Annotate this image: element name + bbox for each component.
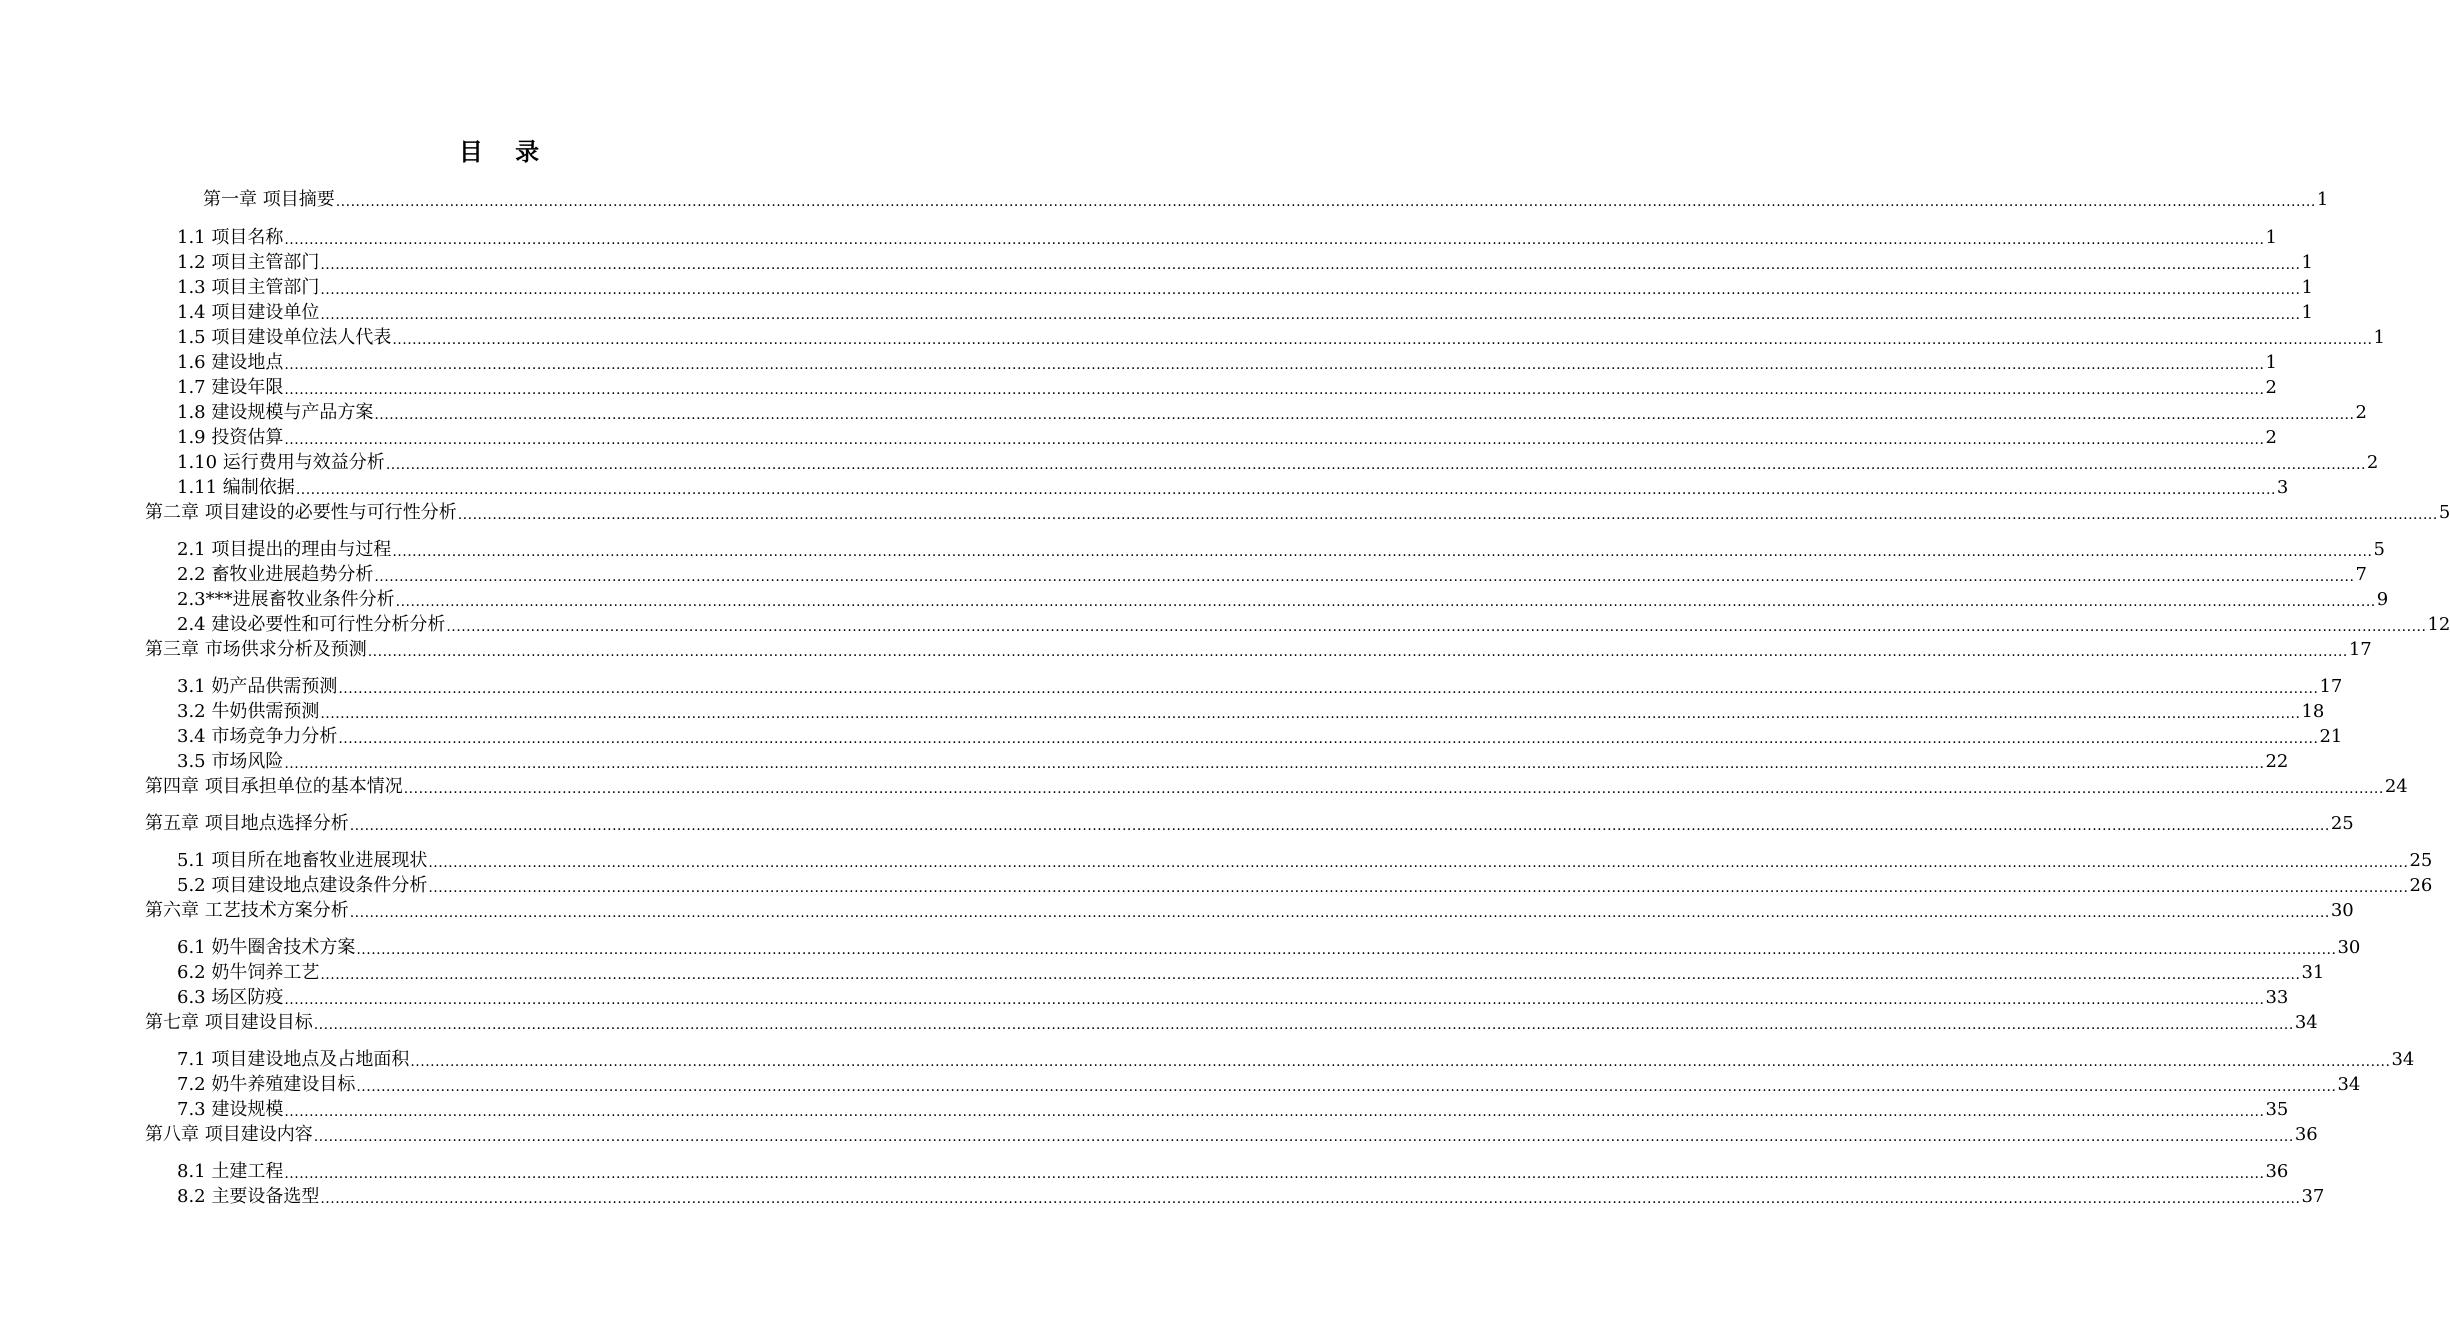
dot-leader: ................................................................................................................................................................................................................................................................................................................................................................................................................ — [284, 992, 2265, 1008]
toc-chapter[interactable] — [145, 775, 2408, 799]
toc-section[interactable] — [177, 251, 2313, 275]
toc-chapter[interactable] — [145, 638, 2372, 662]
toc-section[interactable] — [177, 675, 2343, 699]
toc-entry-page: 1 — [2301, 252, 2313, 273]
toc-entry-title: 2.1 项目提出的理由与过程 — [177, 539, 392, 560]
toc-entry-page: 30 — [2330, 900, 2354, 921]
dot-leader: ................................................................................................................................................................................................................................................................................................................................................................................................................ — [374, 407, 2355, 423]
dot-leader: ................................................................................................................................................................................................................................................................................................................................................................................................................ — [295, 482, 2276, 498]
dot-leader: ................................................................................................................................................................................................................................................................................................................................................................................................................ — [320, 1191, 2301, 1207]
dot-leader: ................................................................................................................................................................................................................................................................................................................................................................................................................ — [349, 905, 2330, 921]
dot-leader: ................................................................................................................................................................................................................................................................................................................................................................................................................ — [320, 967, 2301, 983]
dot-leader: ................................................................................................................................................................................................................................................................................................................................................................................................................ — [335, 194, 2316, 210]
toc-entry-title: 3.4 市场竞争力分析 — [177, 726, 338, 747]
toc-section[interactable] — [177, 226, 2277, 250]
toc-entry-title: 5.2 项目建设地点建设条件分析 — [177, 875, 428, 896]
toc-entry-title: 2.4 建设必要性和可行性分析分析 — [177, 614, 446, 635]
toc-entry-page: 24 — [2384, 776, 2408, 797]
toc-entry-page: 37 — [2301, 1186, 2325, 1207]
toc-entry-title: 8.1 土建工程 — [177, 1161, 284, 1182]
toc-entry-title: 3.1 奶产品供需预测 — [177, 676, 338, 697]
dot-leader: ................................................................................................................................................................................................................................................................................................................................................................................................................ — [374, 569, 2355, 585]
toc-entry-page: 3 — [2276, 477, 2289, 498]
toc-entry-title: 1.7 建设年限 — [177, 377, 284, 398]
toc-entry-title: 6.3 场区防疫 — [177, 987, 284, 1008]
toc-entry-title: 1.11 编制依据 — [177, 477, 295, 498]
toc-entry-page: 25 — [2409, 850, 2433, 871]
toc-section[interactable] — [177, 700, 2325, 724]
dot-leader: ................................................................................................................................................................................................................................................................................................................................................................................................................ — [410, 1054, 2391, 1070]
toc-entry-page: 5 — [2438, 502, 2450, 523]
toc-entry-page: 31 — [2301, 962, 2325, 983]
toc-entry-title: 3.2 牛奶供需预测 — [177, 701, 320, 722]
dot-leader: ................................................................................................................................................................................................................................................................................................................................................................................................................ — [428, 880, 2409, 896]
dot-leader: ................................................................................................................................................................................................................................................................................................................................................................................................................ — [338, 731, 2319, 747]
toc-entry-title: 1.10 运行费用与效益分析 — [177, 452, 385, 473]
page-title: 目 录 — [458, 137, 552, 166]
dot-leader: ................................................................................................................................................................................................................................................................................................................................................................................................................ — [313, 1017, 2294, 1033]
toc-section[interactable] — [177, 613, 2450, 637]
toc-entry-title: 第一章 项目摘要 — [203, 189, 335, 210]
toc-entry-title: 1.1 项目名称 — [177, 227, 284, 248]
toc-entry-page: 34 — [2294, 1012, 2318, 1033]
toc-entry-page: 2 — [2355, 402, 2367, 423]
toc-entry-page: 1 — [2265, 352, 2277, 373]
toc-entry-page: 34 — [2391, 1049, 2415, 1070]
toc-section[interactable] — [177, 538, 2385, 562]
toc-entry-title: 6.1 奶牛圈舍技术方案 — [177, 937, 356, 958]
toc-entry-title: 1.3 项目主管部门 — [177, 277, 320, 298]
dot-leader: ................................................................................................................................................................................................................................................................................................................................................................................................................ — [395, 594, 2376, 610]
dot-leader: ................................................................................................................................................................................................................................................................................................................................................................................................................ — [284, 1166, 2265, 1182]
toc-entry-title: 1.4 项目建设单位 — [177, 302, 320, 323]
toc-entry-page: 7 — [2355, 564, 2367, 585]
dot-leader: ................................................................................................................................................................................................................................................................................................................................................................................................................ — [284, 1104, 2265, 1120]
dot-leader: ................................................................................................................................................................................................................................................................................................................................................................................................................ — [313, 1129, 2294, 1145]
toc-section[interactable] — [177, 936, 2361, 960]
toc-entry-title: 1.5 项目建设单位法人代表 — [177, 327, 392, 348]
toc-entry-title: 第四章 项目承担单位的基本情况 — [145, 776, 403, 797]
toc-entry-page: 9 — [2376, 589, 2389, 610]
dot-leader: ................................................................................................................................................................................................................................................................................................................................................................................................................ — [457, 507, 2438, 523]
toc-entry-title: 8.2 主要设备选型 — [177, 1186, 320, 1207]
toc-chapter[interactable] — [145, 812, 2354, 836]
dot-leader: ................................................................................................................................................................................................................................................................................................................................................................................................................ — [320, 307, 2301, 323]
toc-section[interactable] — [177, 849, 2433, 873]
toc-section[interactable] — [177, 563, 2367, 587]
toc-entry-page: 1 — [2373, 327, 2385, 348]
toc-entry-page: 1 — [2301, 277, 2313, 298]
toc-entry-page: 2 — [2265, 377, 2277, 398]
dot-leader: ................................................................................................................................................................................................................................................................................................................................................................................................................ — [338, 681, 2319, 697]
toc-entry-title: 第二章 项目建设的必要性与可行性分析 — [145, 502, 457, 523]
toc-entry-page: 30 — [2337, 937, 2361, 958]
toc-entry-page: 22 — [2265, 751, 2289, 772]
toc-section[interactable] — [177, 426, 2277, 450]
toc-entry-page: 26 — [2409, 875, 2433, 896]
toc-section[interactable] — [177, 301, 2313, 325]
toc-section[interactable] — [177, 476, 2289, 500]
dot-leader: ................................................................................................................................................................................................................................................................................................................................................................................................................ — [284, 756, 2265, 772]
toc-section[interactable] — [177, 326, 2385, 350]
dot-leader: ................................................................................................................................................................................................................................................................................................................................................................................................................ — [446, 619, 2427, 635]
toc-entry-page: 18 — [2301, 701, 2325, 722]
dot-leader: ................................................................................................................................................................................................................................................................................................................................................................................................................ — [284, 382, 2265, 398]
toc-section[interactable] — [177, 401, 2367, 425]
toc-section[interactable] — [177, 451, 2379, 475]
dot-leader: ................................................................................................................................................................................................................................................................................................................................................................................................................ — [284, 357, 2265, 373]
toc-entry-title: 2.2 畜牧业进展趋势分析 — [177, 564, 374, 585]
toc-chapter[interactable] — [145, 899, 2354, 923]
dot-leader: ................................................................................................................................................................................................................................................................................................................................................................................................................ — [392, 332, 2373, 348]
dot-leader: ................................................................................................................................................................................................................................................................................................................................................................................................................ — [320, 282, 2301, 298]
toc-chapter[interactable] — [145, 501, 2450, 525]
toc-section[interactable] — [177, 276, 2313, 300]
toc-section[interactable] — [177, 1073, 2361, 1097]
toc-entry-page: 12 — [2427, 614, 2450, 635]
toc-entry-page: 5 — [2373, 539, 2385, 560]
toc-entry-title: 第八章 项目建设内容 — [145, 1124, 313, 1145]
toc-section[interactable] — [177, 1185, 2325, 1209]
toc-section[interactable] — [177, 874, 2433, 898]
toc-entry-page: 35 — [2265, 1099, 2289, 1120]
toc-entry-page: 2 — [2366, 452, 2379, 473]
toc-section[interactable] — [177, 1098, 2289, 1122]
dot-leader: ................................................................................................................................................................................................................................................................................................................................................................................................................ — [356, 942, 2337, 958]
toc-section[interactable] — [177, 588, 2389, 612]
toc-entry-title: 1.6 建设地点 — [177, 352, 284, 373]
toc-section[interactable] — [177, 351, 2277, 375]
toc-section[interactable] — [177, 986, 2289, 1010]
toc-entry-title: 7.1 项目建设地点及占地面积 — [177, 1049, 410, 1070]
toc-entry-title: 第五章 项目地点选择分析 — [145, 813, 349, 834]
toc-entry-page: 33 — [2265, 987, 2289, 1008]
toc-entry-page: 1 — [2265, 227, 2277, 248]
toc-chapter[interactable] — [203, 188, 2329, 212]
toc-entry-title: 2.3***进展畜牧业条件分析 — [177, 589, 395, 610]
dot-leader: ................................................................................................................................................................................................................................................................................................................................................................................................................ — [392, 544, 2373, 560]
dot-leader: ................................................................................................................................................................................................................................................................................................................................................................................................................ — [403, 781, 2384, 797]
toc-section[interactable] — [177, 1160, 2289, 1184]
toc-entry-page: 17 — [2348, 639, 2372, 660]
toc-entry-page: 2 — [2265, 427, 2277, 448]
dot-leader: ................................................................................................................................................................................................................................................................................................................................................................................................................ — [385, 457, 2366, 473]
toc-entry-page: 25 — [2330, 813, 2354, 834]
toc-entry-page: 1 — [2316, 189, 2329, 210]
dot-leader: ................................................................................................................................................................................................................................................................................................................................................................................................................ — [320, 257, 2301, 273]
toc-section[interactable] — [177, 1048, 2415, 1072]
toc-entry-page: 17 — [2319, 676, 2343, 697]
toc-entry-title: 1.8 建设规模与产品方案 — [177, 402, 374, 423]
dot-leader: ................................................................................................................................................................................................................................................................................................................................................................................................................ — [367, 644, 2348, 660]
toc-section[interactable] — [177, 750, 2289, 774]
toc-entry-page: 34 — [2337, 1074, 2361, 1095]
toc-entry-page: 36 — [2265, 1161, 2289, 1182]
toc-entry-title: 第六章 工艺技术方案分析 — [145, 900, 349, 921]
toc-entry-page: 36 — [2294, 1124, 2318, 1145]
toc-entry-title: 1.9 投资估算 — [177, 427, 284, 448]
dot-leader: ................................................................................................................................................................................................................................................................................................................................................................................................................ — [349, 818, 2330, 834]
toc-entry-title: 第三章 市场供求分析及预测 — [145, 639, 367, 660]
toc-entry-page: 21 — [2319, 726, 2343, 747]
toc-chapter[interactable] — [145, 1123, 2318, 1147]
dot-leader: ................................................................................................................................................................................................................................................................................................................................................................................................................ — [428, 855, 2409, 871]
dot-leader: ................................................................................................................................................................................................................................................................................................................................................................................................................ — [284, 232, 2265, 248]
toc-entry-title: 1.2 项目主管部门 — [177, 252, 320, 273]
toc-entry-page: 1 — [2301, 302, 2313, 323]
toc-entry-title: 3.5 市场风险 — [177, 751, 284, 772]
toc-entry-title: 7.2 奶牛养殖建设目标 — [177, 1074, 356, 1095]
toc-entry-title: 6.2 奶牛饲养工艺 — [177, 962, 320, 983]
toc-section[interactable] — [177, 961, 2325, 985]
toc-section[interactable] — [177, 725, 2343, 749]
toc-chapter[interactable] — [145, 1011, 2318, 1035]
toc-section[interactable] — [177, 376, 2277, 400]
dot-leader: ................................................................................................................................................................................................................................................................................................................................................................................................................ — [284, 432, 2265, 448]
toc-entry-title: 7.3 建设规模 — [177, 1099, 284, 1120]
toc-entry-title: 5.1 项目所在地畜牧业进展现状 — [177, 850, 428, 871]
dot-leader: ................................................................................................................................................................................................................................................................................................................................................................................................................ — [356, 1079, 2337, 1095]
toc-entry-title: 第七章 项目建设目标 — [145, 1012, 313, 1033]
dot-leader: ................................................................................................................................................................................................................................................................................................................................................................................................................ — [320, 706, 2301, 722]
